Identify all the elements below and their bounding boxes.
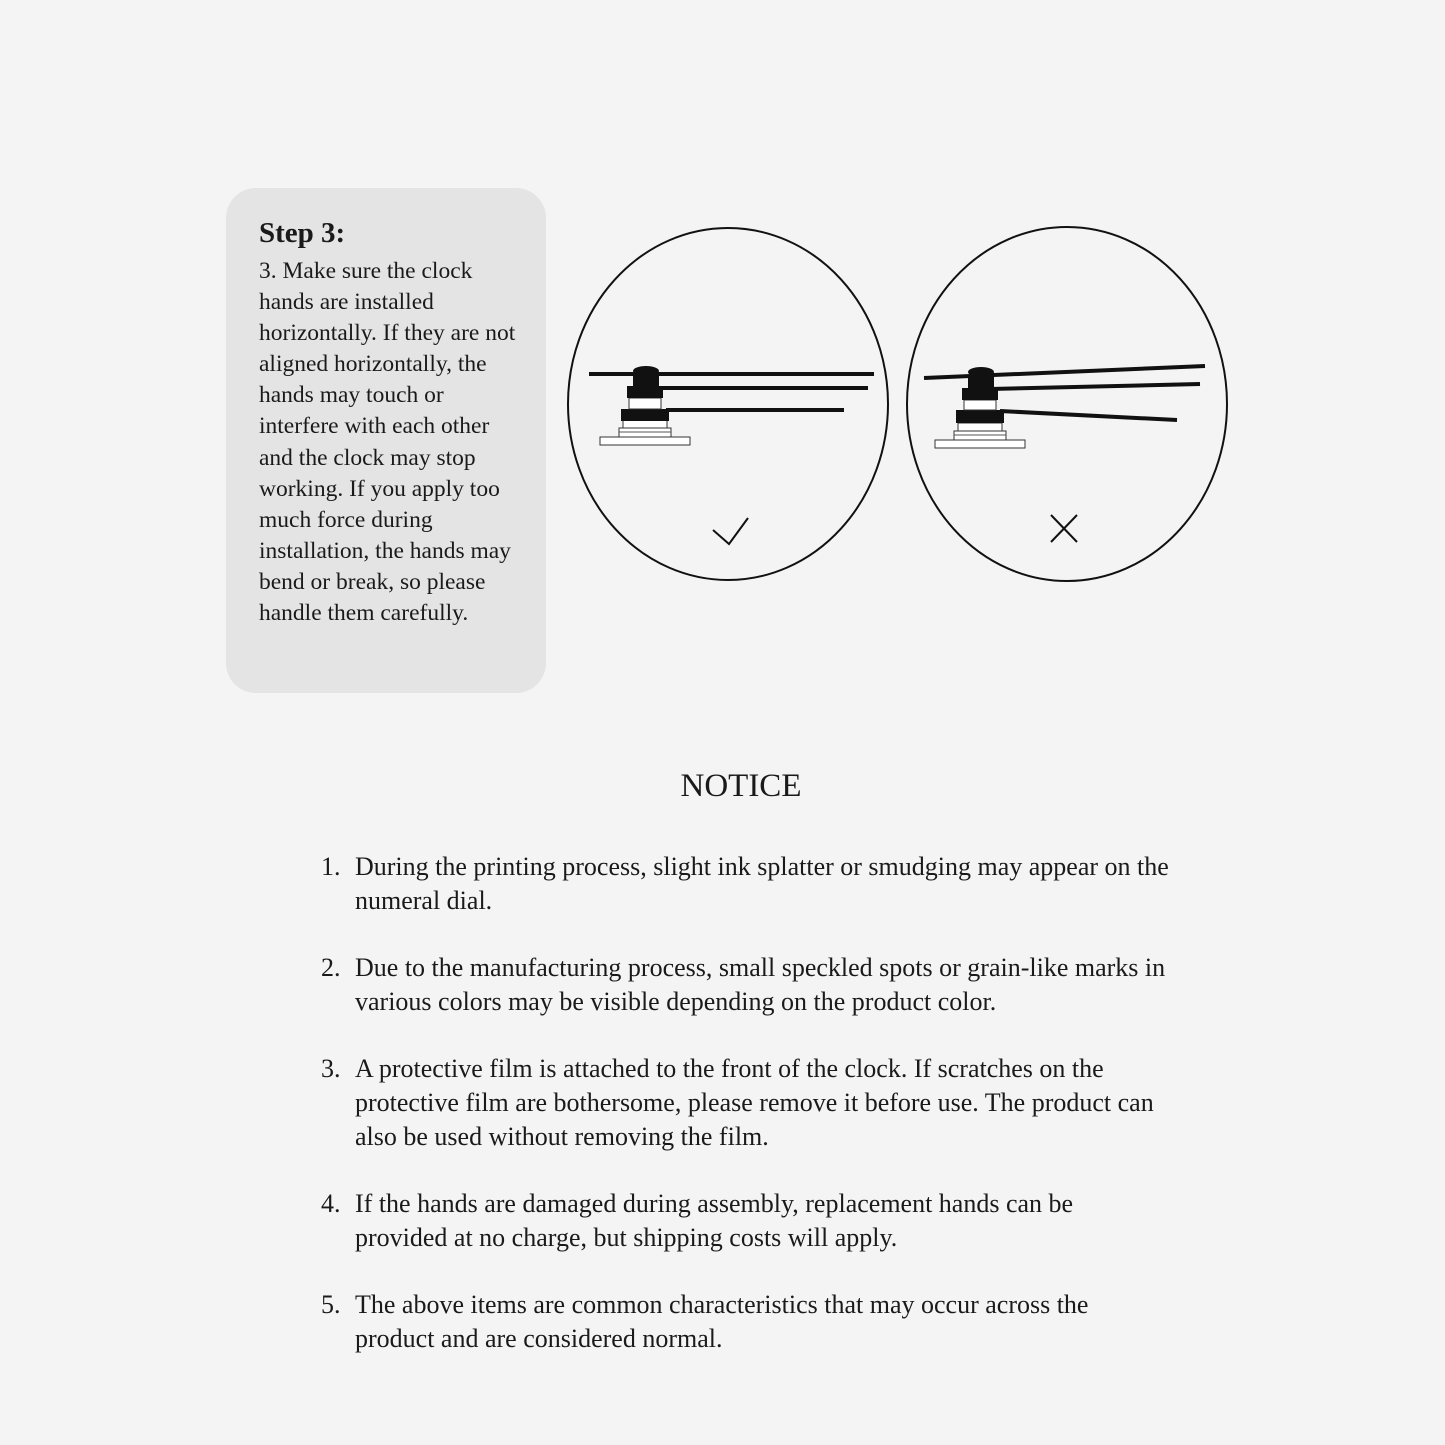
notice-item bbox=[321, 850, 1171, 918]
notice-item bbox=[321, 1187, 1171, 1255]
incorrect-installation-diagram bbox=[907, 227, 1227, 581]
right-circle bbox=[907, 227, 1227, 581]
notice-list bbox=[321, 850, 1171, 1389]
notice-item bbox=[321, 1288, 1171, 1356]
notice-item bbox=[321, 951, 1171, 1019]
clock-shaft-left bbox=[600, 366, 690, 445]
notice-item-text: During the printing process, slight ink splatter or smudging may appear on the numeral dial. bbox=[355, 852, 1169, 915]
step-card bbox=[226, 188, 546, 693]
notice-item-number: 2. bbox=[321, 953, 341, 982]
correct-checkmark-icon bbox=[713, 518, 748, 544]
notice-item-text: A protective film is attached to the front of the clock. If scratches on the protective film are bothersome, please remove it before use. The product can also be used without removing the film. bbox=[355, 1054, 1154, 1151]
clock-shaft-right bbox=[935, 367, 1025, 448]
notice-item-text: The above items are common characteristics that may occur across the product and are considered normal. bbox=[355, 1290, 1089, 1353]
notice-item-text: If the hands are damaged during assembly, replacement hands can be provided at no charge, but shipping costs will apply. bbox=[355, 1189, 1074, 1252]
incorrect-x-icon bbox=[1051, 515, 1077, 542]
second-hand-right bbox=[924, 366, 1205, 378]
minute-hand-right bbox=[990, 384, 1200, 389]
notice-item-number: 3. bbox=[321, 1054, 341, 1083]
notice-item-number: 5. bbox=[321, 1290, 341, 1319]
step-title: Step 3: bbox=[259, 217, 346, 249]
left-circle bbox=[568, 228, 888, 580]
hands-alignment-diagram bbox=[565, 222, 1235, 587]
notice-item bbox=[321, 1052, 1171, 1154]
correct-installation-diagram bbox=[568, 228, 888, 580]
notice-item-number: 4. bbox=[321, 1189, 341, 1218]
notice-item-number: 1. bbox=[321, 852, 341, 881]
notice-title: NOTICE bbox=[680, 768, 802, 804]
step-instructions: 3. Make sure the clock hands are installed horizontally. If they are not aligned horizontally, the hands may touch or interfere with each other and the clock may stop working. If you apply too much force during installation, the hands may bend or break, so please handle them carefully. bbox=[259, 258, 516, 627]
hour-hand-right bbox=[1000, 411, 1177, 420]
notice-item-text: Due to the manufacturing process, small speckled spots or grain-like marks in various colors may be visible depending on the product color. bbox=[355, 953, 1166, 1016]
